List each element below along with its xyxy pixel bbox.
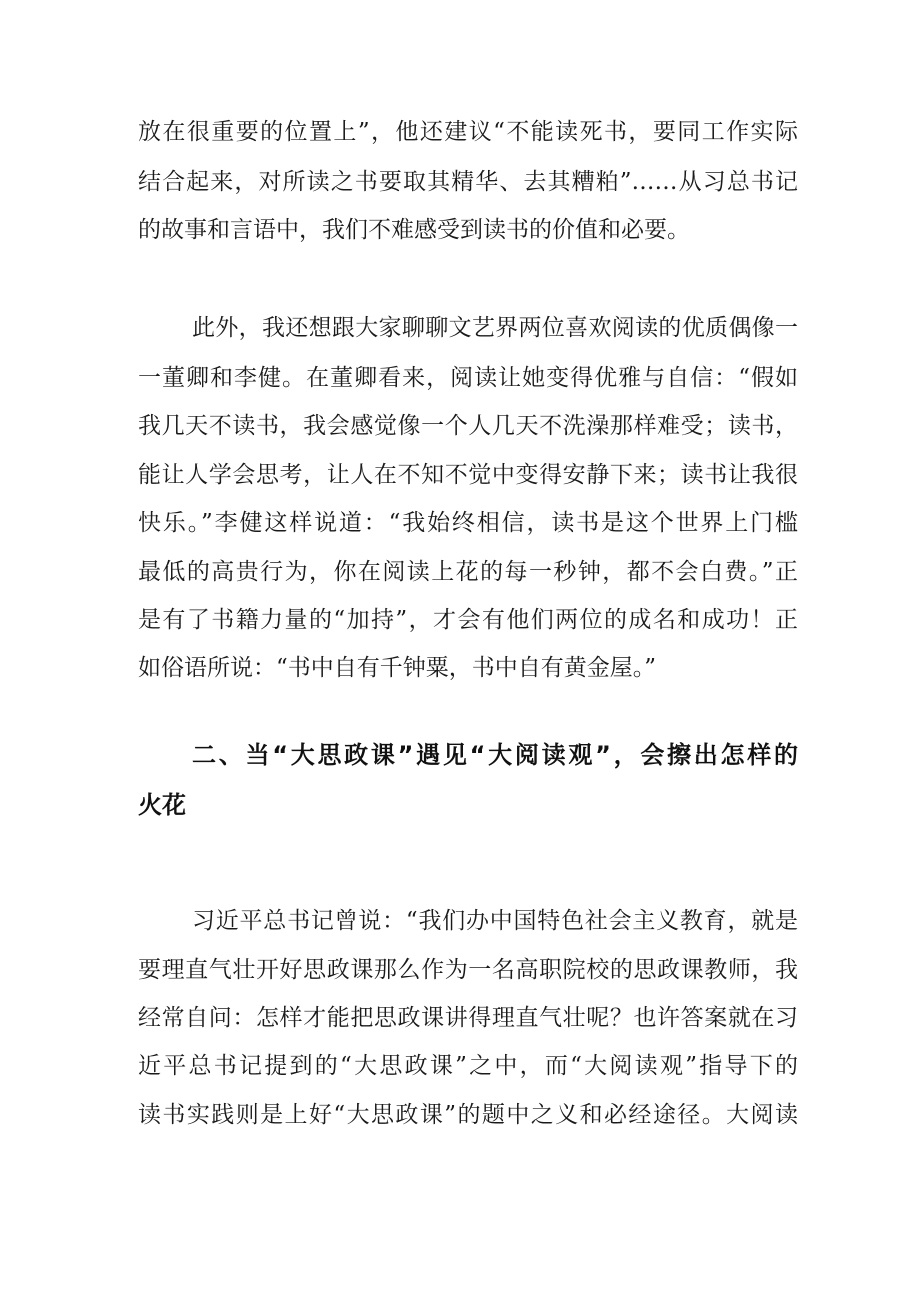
paragraph-line: 能让人学会思考，让人在不知不觉中变得安静下来；读书让我很 bbox=[138, 462, 798, 488]
paragraph-line: 快乐。”李健这样说道：“我始终相信，读书是这个世界上门槛 bbox=[138, 510, 798, 536]
paragraph-line: 习近平总书记曾说：“我们办中国特色社会主义教育，就是 bbox=[192, 908, 798, 934]
paragraph-line: 此外，我还想跟大家聊聊文艺界两位喜欢阅读的优质偶像一 bbox=[192, 315, 798, 341]
paragraph-line: 是有了书籍力量的“加持”，才会有他们两位的成名和成功！正 bbox=[138, 607, 798, 633]
paragraph-line: 如俗语所说：“书中自有千钟粟，书中自有黄金屋。” bbox=[138, 655, 657, 681]
heading-line: 二、当“大思政课”遇见“大阅读观”，会擦出怎样的 bbox=[192, 741, 798, 769]
paragraph-line: 经常自问：怎样才能把思政课讲得理直气壮呢？也许答案就在习 bbox=[138, 1005, 798, 1031]
paragraph-line: 我几天不读书，我会感觉像一个人几天不洗澡那样难受；读书， bbox=[138, 413, 798, 439]
paragraph-line: 一董卿和李健。在董卿看来，阅读让她变得优雅与自信：“假如 bbox=[138, 365, 798, 391]
paragraph-line: 读书实践则是上好“大思政课”的题中之义和必经途径。大阅读 bbox=[138, 1102, 798, 1128]
paragraph-line: 最低的高贵行为，你在阅读上花的每一秒钟，都不会白费。”正 bbox=[138, 559, 798, 585]
paragraph-line: 的故事和言语中，我们不难感受到读书的价值和必要。 bbox=[138, 217, 690, 243]
paragraph-line: 要理直气壮开好思政课那么作为一名高职院校的思政课教师，我 bbox=[138, 957, 798, 983]
paragraph-line: 放在很重要的位置上”，他还建议“不能读死书，要同工作实际 bbox=[138, 119, 798, 145]
heading-line: 火花 bbox=[138, 791, 186, 819]
paragraph-line: 结合起来，对所读之书要取其精华、去其糟粕”……从习总书记 bbox=[138, 169, 798, 195]
paragraph-line: 近平总书记提到的“大思政课”之中，而“大阅读观”指导下的 bbox=[138, 1053, 798, 1079]
